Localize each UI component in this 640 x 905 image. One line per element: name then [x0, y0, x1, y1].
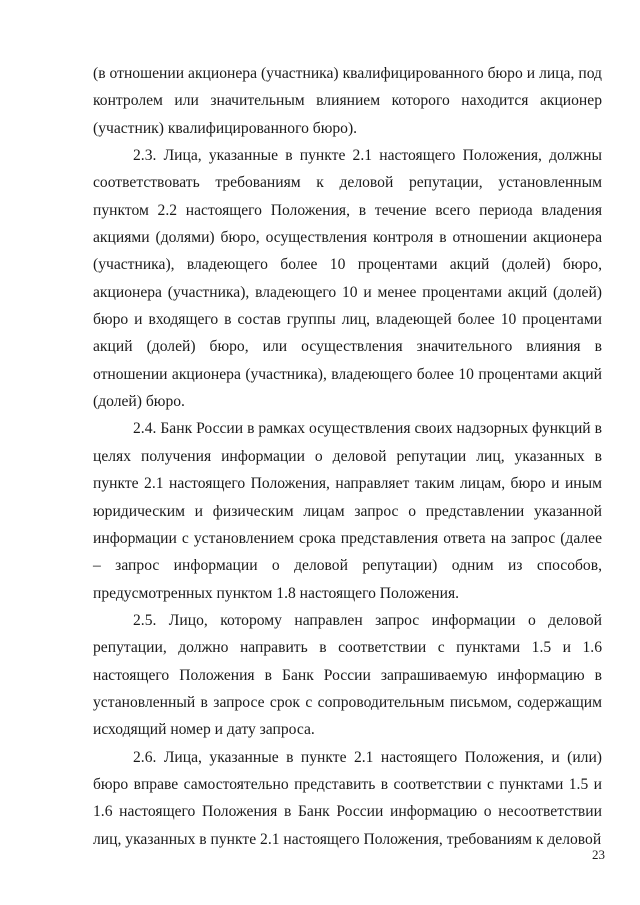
paragraph-2-6: 2.6. Лица, указанные в пункте 2.1 настоящего Положения, и (или) бюро вправе самостоятельно представить в соответствии с пунктами 1.5 и 1.6 настоящего Положения в Банк России информацию о несоответствии лиц, указанных в пункте 2.1 настоящего Положения, требованиям к деловой [93, 748, 602, 848]
paragraph-2-3: 2.3. Лица, указанные в пункте 2.1 настоящего Положения, должны соответствовать требованиям к деловой репутации, установленным пунктом 2.2 настоящего Положения, в течение всего периода владения акциями (долями) бюро, осуществления контроля в отношении акционера (участника), владеющего более 10 процентами акций (долей) бюро, акционера (участника), владеющего 10 и менее процентами акций (долей) бюро и входящего в состав группы лиц, владеющей более 10 процентами акций (долей) бюро, или осуществления значительного влияния в отношении акционера (участника), владеющего более 10 процентами акций (долей) бюро. [93, 147, 602, 411]
paragraph-2-5: 2.5. Лицо, которому направлен запрос информации о деловой репутации, должно направить в соответствии с пунктами 1.5 и 1.6 настоящего Положения в Банк России запрашиваемую информацию в установленный в запросе срок с сопроводительным письмом, содержащим исходящий номер и дату запроса. [93, 611, 602, 739]
document-body [93, 60, 602, 853]
paragraph-2-4: 2.4. Банк России в рамках осуществления своих надзорных функций в целях получения информации о деловой репутации лиц, указанных в пункте 2.1 настоящего Положения, направляет таким лицам, бюро и иным юридическим и физическим лицам запрос о представлении указанной информации с установлением срока представления ответа на запрос (далее – запрос информации о деловой репутации) одним из способов, предусмотренных пунктом 1.8 настоящего Положения. [93, 420, 602, 602]
page-number: 23 [592, 847, 605, 862]
paragraph-continuation: (в отношении акционера (участника) квалифицированного бюро и лица, под контролем или значительным влиянием которого находится акционер (участник) квалифицированного бюро). [93, 65, 602, 137]
